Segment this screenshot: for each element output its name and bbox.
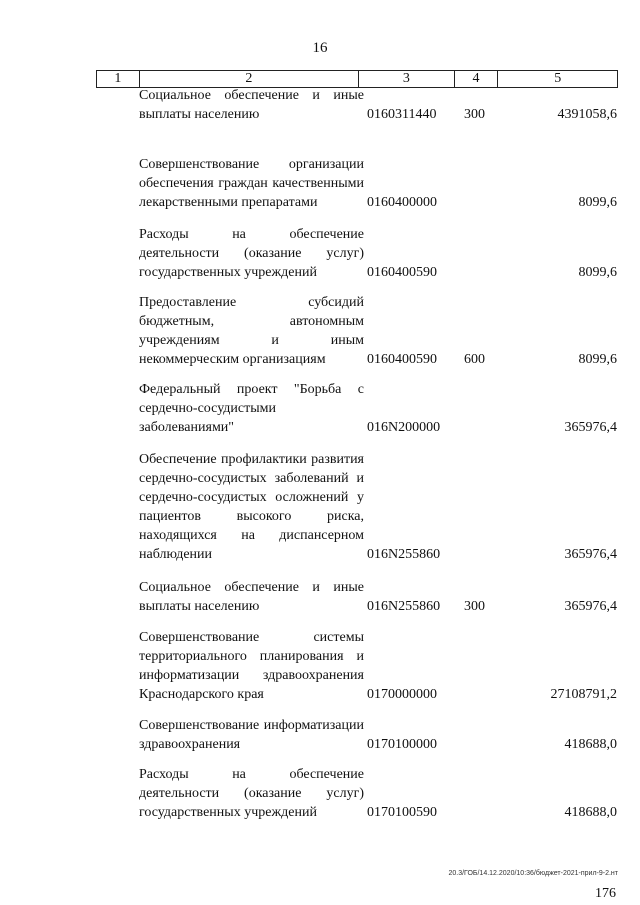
row-sum: 365976,4 <box>564 547 617 562</box>
document-stamp: 20.3/ГОБ/14.12.2020/10:36/бюджет-2021-прил-9-2.нт <box>448 870 618 877</box>
table-row <box>0 716 640 754</box>
row-code: 016N255860 <box>367 599 441 614</box>
row-type: 300 <box>464 599 485 614</box>
row-sum: 8099,6 <box>578 195 617 210</box>
header-col-2: 2 <box>140 71 359 87</box>
row-sum: 4391058,6 <box>557 107 617 122</box>
table-row <box>0 628 640 704</box>
table-row <box>0 765 640 822</box>
header-col-4: 4 <box>455 71 499 87</box>
row-sum: 27108791,2 <box>550 687 617 702</box>
table-row <box>0 225 640 282</box>
row-sum: 418688,0 <box>564 805 617 820</box>
row-sum: 365976,4 <box>564 420 617 435</box>
row-code: 0170100000 <box>367 737 437 752</box>
table-row <box>0 578 640 616</box>
row-name: Расходы на обеспечение деятельности (оказание услуг) государственных учреждений <box>139 767 364 820</box>
row-sum: 365976,4 <box>564 599 617 614</box>
table-row <box>0 450 640 564</box>
row-code: 0170000000 <box>367 687 437 702</box>
header-col-5: 5 <box>554 71 562 86</box>
row-sum: 8099,6 <box>578 265 617 280</box>
row-code: 0160311440 <box>367 107 437 122</box>
row-name: Обеспечение профилактики развития сердечно-сосудистых заболеваний и сердечно-сосудистых осложнений у пациентов высокого риска, находящихся на диспансерном наблюдении <box>139 452 364 562</box>
row-code: 0160400590 <box>367 265 437 280</box>
row-name: Предоставление субсидий бюджетным, автономным учреждениям и иным некоммерческим организациям <box>139 295 364 367</box>
row-code: 016N255860 <box>367 547 441 562</box>
sheet-number: 176 <box>595 886 616 901</box>
row-name: Федеральный проект "Борьба с сердечно-сосудистыми заболеваниями" <box>139 382 364 435</box>
table-row <box>0 88 640 124</box>
header-col-1: 1 <box>97 71 140 87</box>
header-col-3: 3 <box>359 71 455 87</box>
table-row <box>0 380 640 437</box>
row-code: 0160400000 <box>367 195 437 210</box>
row-code: 016N200000 <box>367 420 441 435</box>
row-sum: 8099,6 <box>578 352 617 367</box>
row-name: Расходы на обеспечение деятельности (оказание услуг) государственных учреждений <box>139 227 364 280</box>
page-number: 16 <box>312 40 328 56</box>
row-type: 600 <box>464 352 485 367</box>
row-sum: 418688,0 <box>564 737 617 752</box>
row-name: Социальное обеспечение и иные выплаты населению <box>139 580 364 614</box>
row-name: Социальное обеспечение и иные выплаты населению <box>139 88 364 122</box>
row-type: 300 <box>464 107 485 122</box>
row-code: 0170100590 <box>367 805 437 820</box>
row-name: Совершенствование организации обеспечения граждан качественными лекарственными препаратами <box>139 157 364 210</box>
row-name: Совершенствование информатизации здравоохранения <box>139 718 364 752</box>
table-row <box>0 293 640 369</box>
row-name: Совершенствование системы территориального планирования и информатизации здравоохранения Краснодарского края <box>139 630 364 702</box>
row-code: 0160400590 <box>367 352 437 367</box>
table-row <box>0 136 640 212</box>
